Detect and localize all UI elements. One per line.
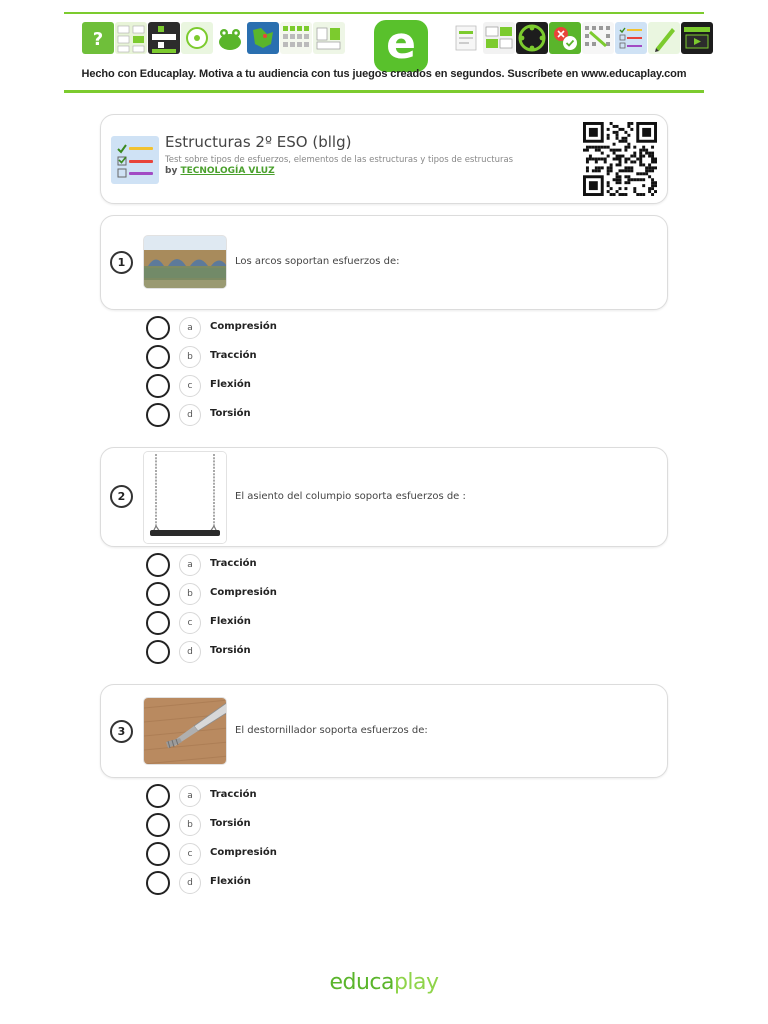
educaplay-banner <box>64 12 704 94</box>
answer-option[interactable] <box>146 813 446 837</box>
game-icons-strip <box>82 18 686 69</box>
answer-text: Compresión <box>210 321 277 332</box>
answer-letter: d <box>179 872 201 894</box>
radio-circle-icon[interactable] <box>146 345 170 369</box>
word-search-icon <box>280 22 312 54</box>
answer-text: Compresión <box>210 847 277 858</box>
radio-circle-icon[interactable] <box>146 611 170 635</box>
answer-text: Compresión <box>210 587 277 598</box>
footer-logo-educa: educa <box>329 970 394 995</box>
question-text: Los arcos soportan esfuerzos de: <box>235 256 400 267</box>
pairs-icon <box>483 22 515 54</box>
stone-arch-bridge-image <box>143 235 227 289</box>
answer-letter: c <box>179 375 201 397</box>
question-card-3 <box>100 684 668 778</box>
question-number: 3 <box>110 720 133 743</box>
screwdriver-on-wood-image <box>143 697 227 765</box>
answer-option[interactable] <box>146 316 446 340</box>
radio-circle-icon[interactable] <box>146 842 170 866</box>
answer-letter: d <box>179 404 201 426</box>
answer-text: Tracción <box>210 350 257 361</box>
test-icon <box>615 22 647 54</box>
frog-game-icon <box>214 22 246 54</box>
question-text: El asiento del columpio soporta esfuerzos de : <box>235 491 466 502</box>
answer-letter: a <box>179 785 201 807</box>
question-card-1 <box>100 215 668 310</box>
author-by-label: by <box>165 166 178 176</box>
map-icon <box>247 22 279 54</box>
dialogue-icon <box>181 22 213 54</box>
answer-text: Flexión <box>210 876 251 887</box>
svg-text:?: ? <box>92 29 104 50</box>
radio-circle-icon[interactable] <box>146 553 170 577</box>
crossword-icon <box>148 22 180 54</box>
educaplay-footer-logo <box>0 970 768 995</box>
answer-option[interactable] <box>146 611 446 635</box>
answer-text: Tracción <box>210 558 257 569</box>
video-quiz-icon <box>681 22 713 54</box>
test-activity-icon <box>111 136 159 184</box>
radio-circle-icon[interactable] <box>146 582 170 606</box>
radio-circle-icon[interactable] <box>146 640 170 664</box>
answer-option[interactable] <box>146 374 446 398</box>
answer-text: Torsión <box>210 645 251 656</box>
radio-circle-icon[interactable] <box>146 374 170 398</box>
question-number: 2 <box>110 485 133 508</box>
answer-option[interactable] <box>146 403 446 427</box>
banner-bottom-divider <box>64 90 704 93</box>
footer-logo-play: play <box>393 970 439 995</box>
riddle-icon <box>82 22 114 54</box>
radio-circle-icon[interactable] <box>146 784 170 808</box>
qr-code-icon <box>583 122 657 196</box>
answer-option[interactable] <box>146 345 446 369</box>
answer-letter: a <box>179 554 201 576</box>
radio-circle-icon[interactable] <box>146 813 170 837</box>
radio-circle-icon[interactable] <box>146 316 170 340</box>
answer-letter: b <box>179 814 201 836</box>
answer-text: Tracción <box>210 789 257 800</box>
quiz-icon <box>549 22 581 54</box>
quiz-title: Estructuras 2º ESO (bllg) <box>165 133 352 151</box>
answer-letter: b <box>179 583 201 605</box>
radio-circle-icon[interactable] <box>146 403 170 427</box>
answer-letter: c <box>179 612 201 634</box>
answer-option[interactable] <box>146 553 446 577</box>
quiz-author-line <box>165 166 275 176</box>
chain-swing-image <box>143 451 227 544</box>
question-card-2 <box>100 447 668 547</box>
banner-tagline: Hecho con Educaplay. Motiva a tu audiencia con tus juegos creados en segundos. Suscríbete en www.educaplay.com <box>81 68 687 80</box>
banner-top-divider <box>64 12 704 14</box>
quiz-description: Test sobre tipos de esfuerzos, elementos de las estructuras y tipos de estructuras <box>165 155 514 165</box>
matching-columns-icon <box>115 22 147 54</box>
answer-option[interactable] <box>146 871 446 895</box>
fill-in-icon <box>450 22 482 54</box>
writing-icon <box>648 22 680 54</box>
question-text: El destornillador soporta esfuerzos de: <box>235 725 428 736</box>
answer-letter: d <box>179 641 201 663</box>
answer-letter: a <box>179 317 201 339</box>
answer-option[interactable] <box>146 842 446 866</box>
answer-text: Flexión <box>210 616 251 627</box>
radio-circle-icon[interactable] <box>146 871 170 895</box>
roulette-icon <box>516 22 548 54</box>
question-number: 1 <box>110 251 133 274</box>
quiz-header-card <box>100 114 668 204</box>
answer-option[interactable] <box>146 640 446 664</box>
memory-icon <box>313 22 345 54</box>
answer-option[interactable] <box>146 582 446 606</box>
answer-letter: c <box>179 843 201 865</box>
educaplay-logo-icon: e <box>374 20 428 72</box>
answer-letter: b <box>179 346 201 368</box>
answer-option[interactable] <box>146 784 446 808</box>
answer-text: Flexión <box>210 379 251 390</box>
answer-text: Torsión <box>210 408 251 419</box>
author-link[interactable]: TECNOLOGÍA VLUZ <box>180 166 275 176</box>
letter-soup-icon <box>582 22 614 54</box>
answer-text: Torsión <box>210 818 251 829</box>
